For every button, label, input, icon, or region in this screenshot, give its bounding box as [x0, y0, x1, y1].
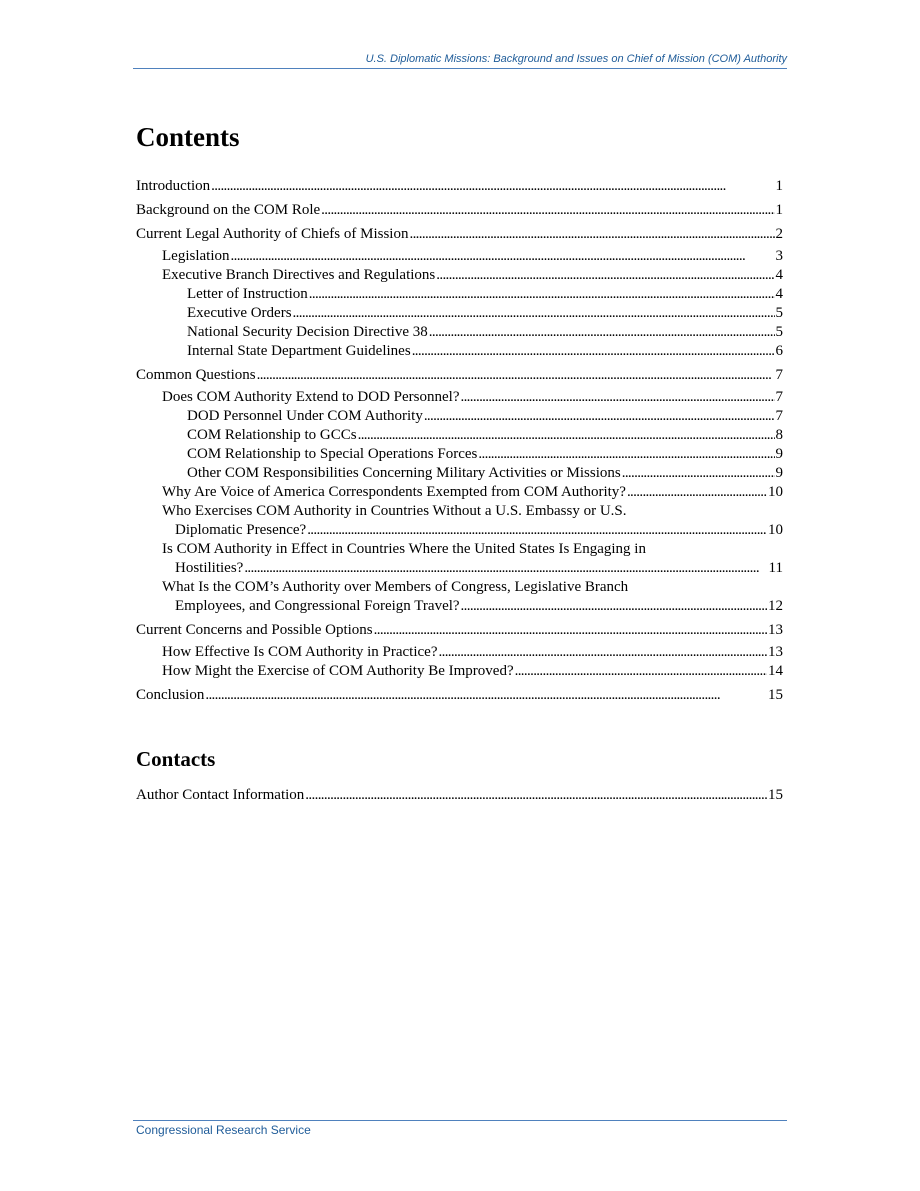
toc-page-number: 7 — [775, 389, 783, 405]
toc-page-number: 10 — [768, 522, 783, 538]
toc-page-number: 7 — [775, 408, 783, 424]
toc-entry-title: Current Concerns and Possible Options — [136, 622, 373, 638]
toc-page-number: 7 — [775, 367, 783, 383]
toc-entry[interactable] — [136, 540, 783, 578]
toc-entry-title: Legislation — [162, 248, 230, 264]
toc-entry-title: Executive Branch Directives and Regulations — [162, 267, 436, 283]
toc-entry[interactable] — [136, 483, 783, 502]
dot-leader — [478, 445, 774, 464]
toc-entry[interactable] — [136, 464, 783, 483]
header-divider — [133, 68, 787, 69]
dot-leader — [412, 342, 775, 361]
toc-entry[interactable] — [136, 304, 783, 323]
toc-entry-title: National Security Decision Directive 38 — [187, 324, 428, 340]
toc-entry-title: Introduction — [136, 178, 211, 194]
toc-page-number: 6 — [775, 343, 783, 359]
toc-entry[interactable] — [136, 407, 783, 426]
dot-leader — [293, 304, 775, 323]
toc-entry-title: Author Contact Information — [136, 787, 305, 803]
toc-entry[interactable] — [136, 285, 783, 304]
toc-page-number: 5 — [775, 305, 783, 321]
toc-entry-title: Common Questions — [136, 367, 256, 383]
toc-page-number: 2 — [775, 226, 783, 242]
toc-page-number: 14 — [768, 663, 783, 679]
toc-page-number: 8 — [775, 427, 783, 443]
toc-entry-title: Current Legal Authority of Chiefs of Mission — [136, 226, 409, 242]
toc-entry-title: How Effective Is COM Authority in Practice? — [162, 644, 438, 660]
toc-entry[interactable] — [136, 177, 783, 196]
contacts-heading: Contacts — [136, 747, 216, 771]
toc-entry[interactable] — [136, 786, 783, 805]
dot-leader — [257, 366, 775, 385]
toc-entry[interactable] — [136, 621, 783, 640]
toc-entry-title: COM Relationship to Special Operations Forces — [187, 446, 478, 462]
dot-leader — [211, 177, 774, 196]
dot-leader — [305, 786, 767, 805]
toc-entry-title: Other COM Responsibilities Concerning Military Activities or Missions — [187, 465, 621, 481]
toc-page-number: 3 — [775, 248, 783, 264]
dot-leader — [429, 323, 775, 342]
dot-leader — [205, 686, 767, 705]
dot-leader — [374, 621, 767, 640]
toc-page-number: 10 — [768, 484, 783, 500]
dot-leader — [439, 643, 768, 662]
toc-page-number: 12 — [768, 598, 783, 614]
toc-page-number: 5 — [775, 324, 783, 340]
dot-leader — [436, 266, 774, 285]
toc-entry-title: Is COM Authority in Effect in Countries Where the United States Is Engaging in — [162, 541, 646, 557]
toc-entry[interactable] — [136, 342, 783, 361]
toc-entry-title: COM Relationship to GCCs — [187, 427, 357, 443]
toc-page-number: 1 — [775, 178, 783, 194]
toc-page-number: 15 — [768, 687, 783, 703]
toc-entry[interactable] — [136, 201, 783, 220]
toc-entry-title: DOD Personnel Under COM Authority — [187, 408, 423, 424]
toc-entry[interactable] — [136, 643, 783, 662]
footer-divider — [133, 1120, 787, 1121]
dot-leader — [244, 559, 767, 578]
running-header: U.S. Diplomatic Missions: Background and Issues on Chief of Mission (COM) Authority — [365, 53, 787, 65]
dot-leader — [627, 483, 767, 502]
toc-page-number: 9 — [775, 465, 783, 481]
toc-entry[interactable] — [136, 225, 783, 244]
toc-entry-title: What Is the COM’s Authority over Members of Congress, Legislative Branch — [162, 579, 629, 595]
toc-entry[interactable] — [136, 247, 783, 266]
toc-page-number: 9 — [775, 446, 783, 462]
toc-entry-title: How Might the Exercise of COM Authority Be Improved? — [162, 663, 514, 679]
toc-entry[interactable] — [136, 445, 783, 464]
toc-entry[interactable] — [136, 578, 783, 616]
toc-page-number: 13 — [768, 622, 783, 638]
toc-entry-title-continued: Employees, and Congressional Foreign Travel? — [175, 598, 460, 614]
dot-leader — [358, 426, 775, 445]
toc-entry[interactable] — [136, 388, 783, 407]
footer-org-name: Congressional Research Service — [136, 1123, 311, 1137]
toc-entry-title: Executive Orders — [187, 305, 292, 321]
toc-entry-title: Conclusion — [136, 687, 205, 703]
table-of-contents — [136, 177, 783, 705]
dot-leader — [515, 662, 767, 681]
toc-page-number: 15 — [768, 787, 783, 803]
toc-entry-title: Background on the COM Role — [136, 202, 321, 218]
toc-entry[interactable] — [136, 662, 783, 681]
toc-page-number: 11 — [768, 560, 783, 576]
toc-page-number: 4 — [775, 267, 783, 283]
toc-entry[interactable] — [136, 502, 783, 540]
dot-leader — [309, 285, 775, 304]
dot-leader — [321, 201, 774, 220]
toc-entry-title: Internal State Department Guidelines — [187, 343, 411, 359]
toc-entry[interactable] — [136, 366, 783, 385]
toc-page-number: 4 — [775, 286, 783, 302]
dot-leader — [307, 521, 767, 540]
toc-page-number: 1 — [775, 202, 783, 218]
toc-entry-title: Does COM Authority Extend to DOD Personnel? — [162, 389, 460, 405]
toc-page-number: 13 — [768, 644, 783, 660]
dot-leader — [409, 225, 774, 244]
contacts-list — [136, 786, 783, 805]
dot-leader — [461, 597, 767, 616]
toc-entry-title-continued: Diplomatic Presence? — [175, 522, 307, 538]
toc-entry[interactable] — [136, 686, 783, 705]
toc-entry-title: Letter of Instruction — [187, 286, 308, 302]
toc-entry[interactable] — [136, 266, 783, 285]
toc-entry-title-continued: Hostilities? — [175, 560, 244, 576]
toc-entry-title: Who Exercises COM Authority in Countries Without a U.S. Embassy or U.S. — [162, 503, 627, 519]
toc-entry[interactable] — [136, 426, 783, 445]
dot-leader — [231, 247, 775, 266]
toc-entry[interactable] — [136, 323, 783, 342]
dot-leader — [460, 388, 774, 407]
dot-leader — [622, 464, 775, 483]
dot-leader — [424, 407, 775, 426]
contents-heading: Contents — [136, 122, 240, 152]
toc-entry-title: Why Are Voice of America Correspondents Exempted from COM Authority? — [162, 484, 626, 500]
